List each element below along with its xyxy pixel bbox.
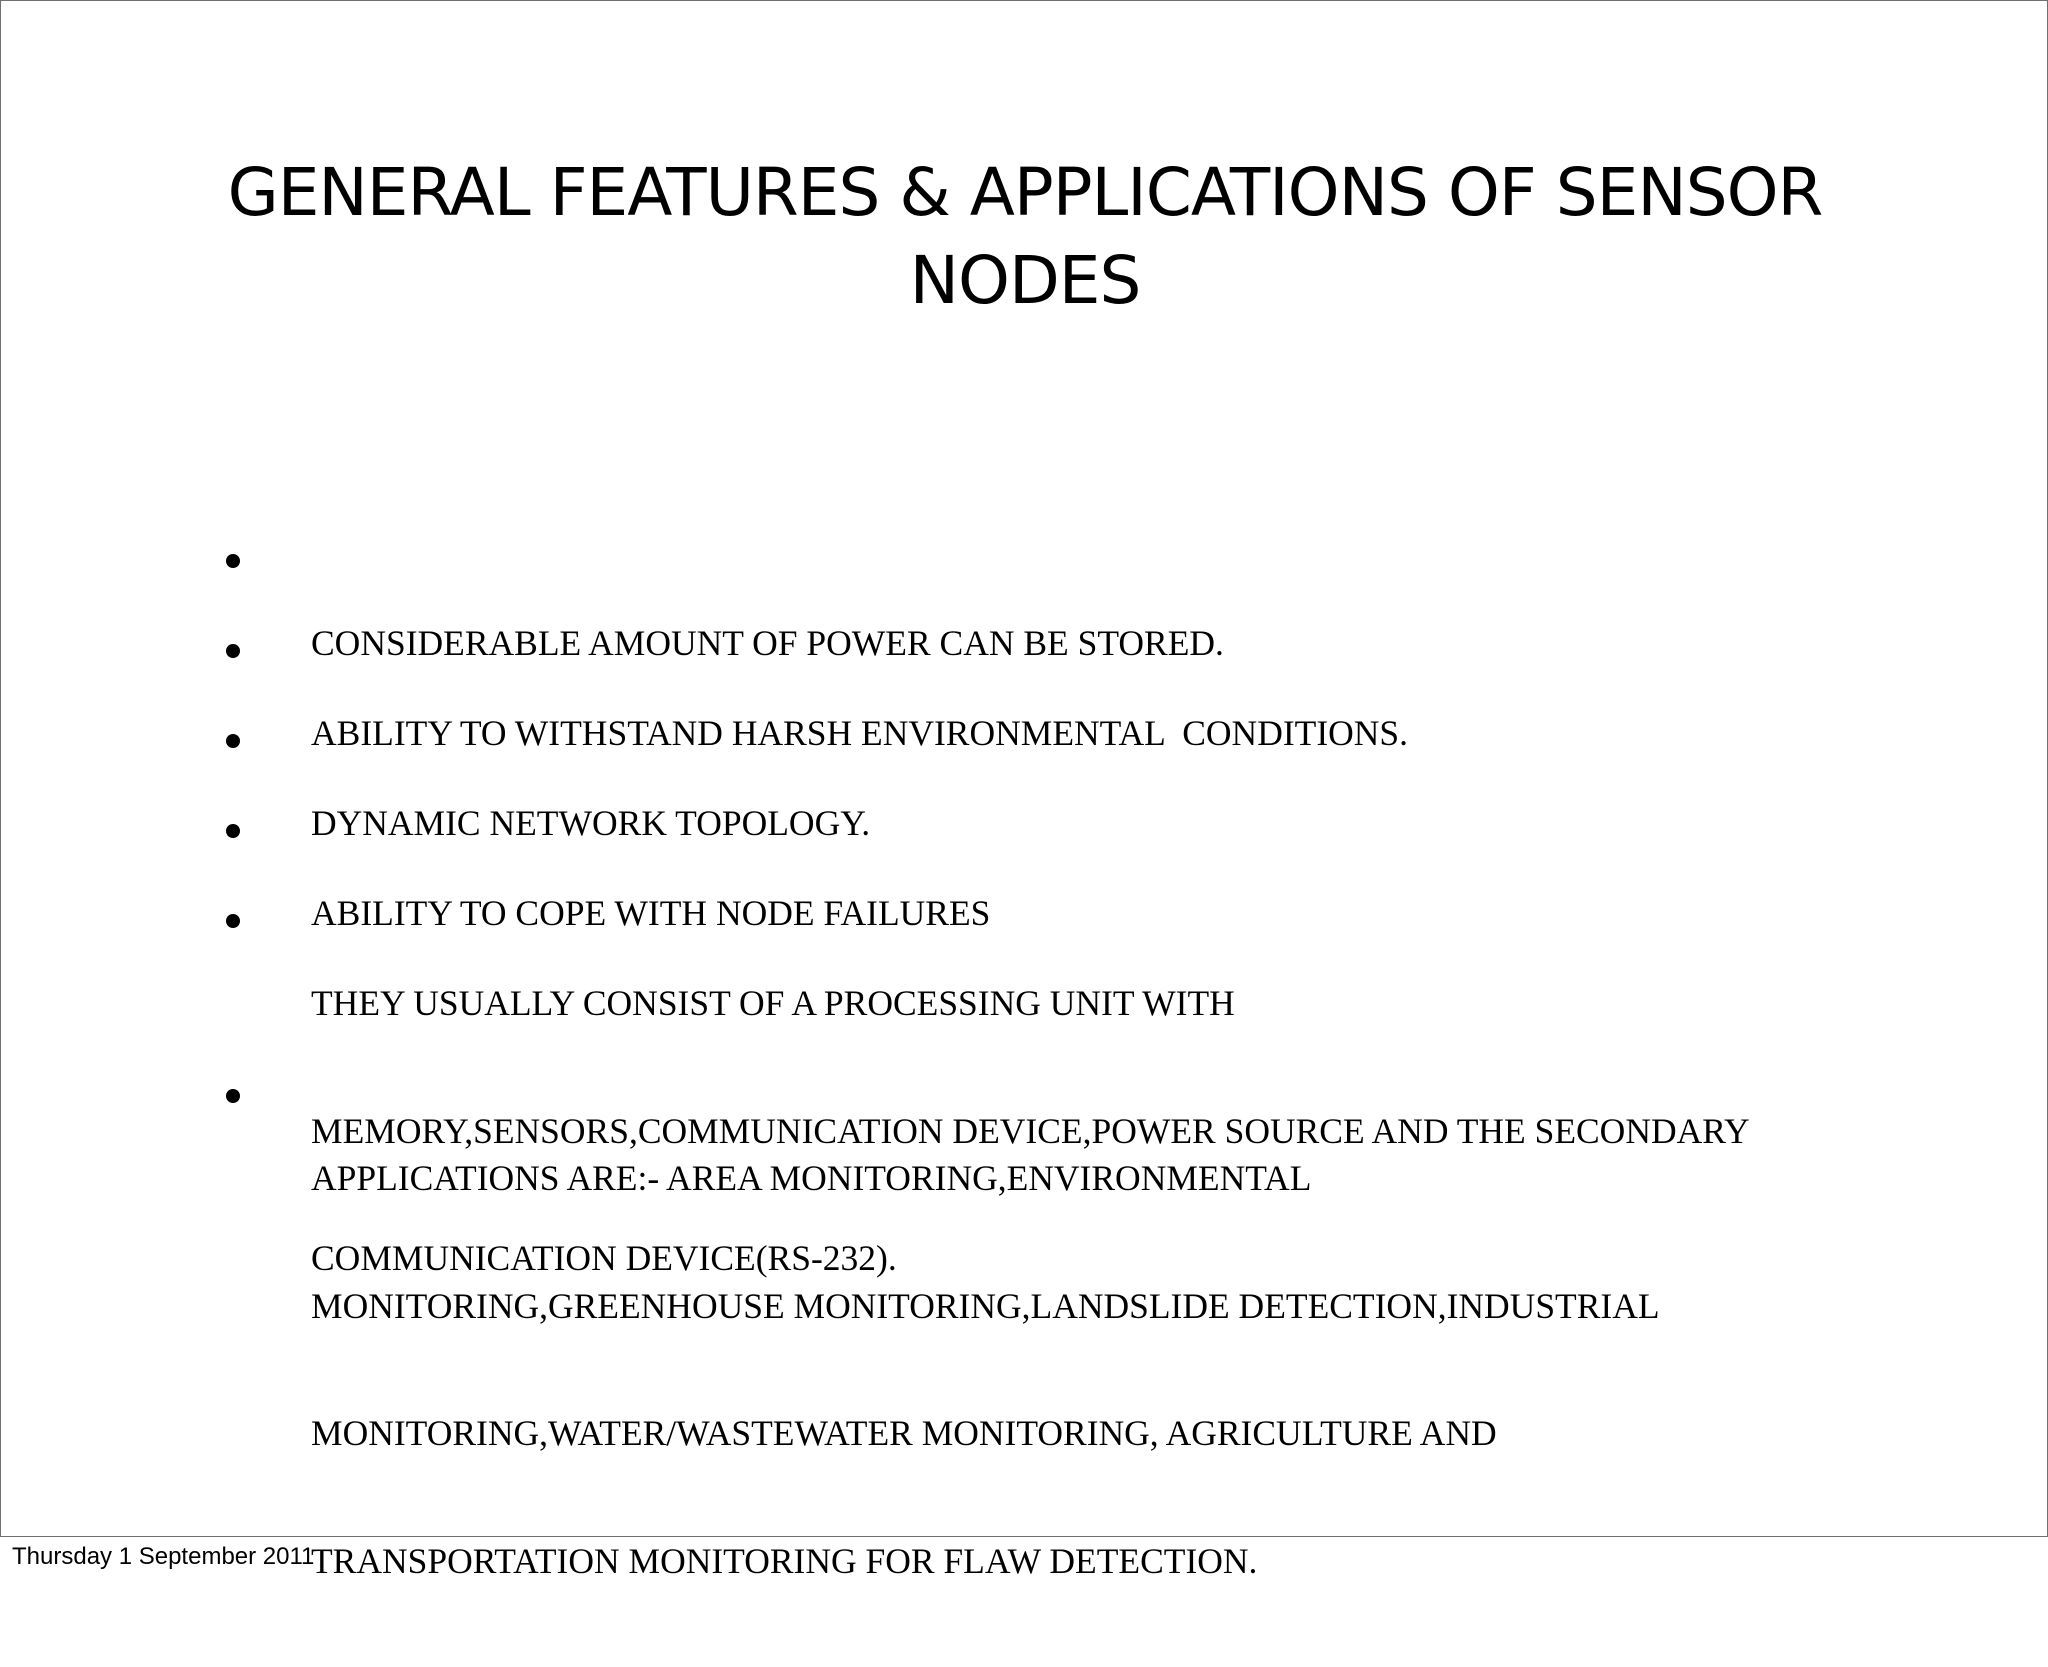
bullet-line: DYNAMIC NETWORK TOPOLOGY.: [311, 803, 871, 843]
bullet-icon: [226, 554, 240, 568]
bullet-icon: [226, 1089, 240, 1103]
bullet-line: COMMUNICATION DEVICE(RS-232).: [311, 1238, 897, 1278]
bullet-line: MEMORY,SENSORS,COMMUNICATION DEVICE,POWER SOURCE AND THE SECONDARY: [311, 1110, 1750, 1151]
bullet-icon: [226, 644, 240, 658]
bullet-line: ABILITY TO WITHSTAND HARSH ENVIRONMENTAL CONDITIONS.: [311, 713, 1409, 753]
bullet-line: TRANSPORTATION MONITORING FOR FLAW DETECTION.: [311, 1540, 1258, 1581]
bullet-icon: [226, 734, 240, 748]
footer-date: Thursday 1 September 2011: [12, 1543, 315, 1570]
bullet-line: MONITORING,GREENHOUSE MONITORING,LANDSLIDE DETECTION,INDUSTRIAL: [311, 1285, 1660, 1326]
bullet-line: THEY USUALLY CONSIST OF A PROCESSING UNIT WITH: [311, 983, 1235, 1023]
bullet-line: APPLICATIONS ARE:- AREA MONITORING,ENVIRONMENTAL: [311, 1158, 1312, 1198]
bullet-text: [311, 1072, 1831, 1667]
slide-title-line: NODES: [909, 242, 1141, 319]
slide-title-line: GENERAL FEATURES & APPLICATIONS OF SENSOR: [227, 154, 1823, 231]
bullet-line: ABILITY TO COPE WITH NODE FAILURES: [311, 893, 991, 933]
bullet-icon: [226, 824, 240, 838]
bullet-line: MONITORING,WATER/WASTEWATER MONITORING, AGRICULTURE AND: [311, 1413, 1497, 1453]
bullet-icon: [226, 914, 240, 928]
bullet-line: CONSIDERABLE AMOUNT OF POWER CAN BE STORED.: [311, 623, 1224, 663]
